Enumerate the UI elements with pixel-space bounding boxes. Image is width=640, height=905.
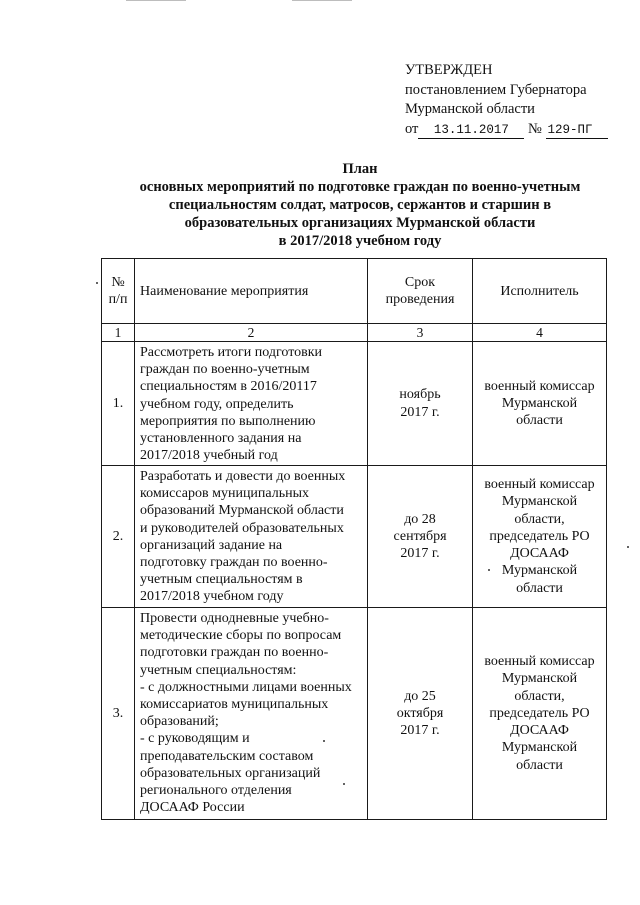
plan-table [101,258,607,820]
row-name-line: ДОСААФ России [140,800,245,816]
approval-heading: УТВЕРЖДЕН [405,62,493,78]
header-term-line: проведения [385,292,455,307]
column-number: 2 [135,324,368,342]
row-name-line: комиссариатов муниципальных [140,697,329,713]
row-number: 1. [102,342,135,466]
approval-number: 129-ПГ [546,122,608,139]
table-row [102,608,607,820]
row-name-line: учетным специальностям: [140,662,297,678]
row-name-line: 2017/2018 учебном году [140,589,284,605]
row-executor-line: Мурманской [501,395,578,411]
row-executor-line: Мурманской [501,563,578,579]
row-term-line: ноябрь [399,387,441,403]
row-name-line: Разработать и довести до военных [140,469,346,484]
row-name-line: учетным специальностям в [140,572,303,588]
row-name-line: установленного задания на [140,431,302,447]
row-executor-line: области [516,413,563,429]
column-number: 3 [368,324,473,342]
row-name-line: граждан по военно-учетным [140,362,310,378]
title-line: План [342,161,378,177]
row-number: 3. [102,608,135,820]
row-term [368,466,473,608]
row-executor-line: военный комиссар [484,477,595,493]
header-num-line: № [111,275,125,290]
scan-top-marks [0,0,640,6]
row-name-line: Провести однодневные учебно- [140,611,329,626]
row-term [368,342,473,466]
row-name-line: регионального отделения [140,783,292,799]
row-executor-line: председатель РО [489,528,590,544]
scan-speck [343,783,345,785]
row-term-line: 2017 г. [400,546,440,562]
column-number: 1 [102,324,135,342]
row-name-line: - с руководящим и [140,731,250,747]
row-executor [473,466,607,608]
approval-number-prefix: № [528,120,542,137]
row-name [135,466,368,608]
row-executor-line: области, [514,511,565,527]
approval-line-1: постановлением Губернатора [405,81,587,98]
row-executor-line: Мурманской [501,671,578,687]
row-executor-line: Мурманской [501,740,578,756]
row-executor [473,608,607,820]
table-row [102,466,607,608]
row-name-line: подготовки граждан по военно- [140,645,329,661]
approval-stamp [405,61,608,139]
header-name: Наименование мероприятия [135,259,368,324]
scan-speck [627,546,629,548]
row-name-line: преподавательским составом [140,748,314,764]
row-executor-line: военный комиссар [484,378,595,394]
scan-speck [96,282,98,284]
title-line: основных мероприятий по подготовке граждан по военно-учетным [139,179,581,195]
row-name [135,608,368,820]
title-line: специальностям солдат, матросов, сержантов и старшин в [168,197,552,213]
row-executor [473,342,607,466]
row-executor-line: председатель РО [489,705,590,721]
row-executor-line: области, [514,688,565,704]
row-term [368,608,473,820]
header-num-line: п/п [108,292,128,307]
table-header-row [102,259,607,324]
approval-date-line [405,120,608,140]
title-line: образовательных организациях Мурманской области [184,215,536,231]
approval-line-2: Мурманской области [405,101,535,117]
header-term [368,259,473,324]
scan-speck [323,740,325,742]
row-name-line: образовательных организаций [140,765,321,781]
row-term-line: 2017 г. [400,404,440,420]
row-term-line: октября [396,705,444,721]
row-executor-line: области [516,580,563,596]
row-executor-line: ДОСААФ [510,546,569,562]
row-executor-line: ДОСААФ [510,723,569,739]
row-name-line: образований Мурманской области [140,503,344,519]
table-row [102,342,607,466]
row-name-line: специальностям в 2016/20117 [140,379,317,395]
row-name-line: 2017/2018 учебный год [140,448,278,464]
header-num [102,259,135,324]
column-numbers-row [102,324,607,342]
row-executor-line: области [516,757,563,773]
header-term-line: Срок [404,275,436,290]
row-executor-line: военный комиссар [484,654,595,670]
approval-from-prefix: от [405,120,419,137]
column-number: 4 [473,324,607,342]
row-name-line: организаций задание на [140,537,283,553]
document-title [60,160,640,250]
row-name-line: подготовку граждан по военно- [140,555,328,571]
row-name-line: образований; [140,714,219,730]
row-term-line: до 28 [404,511,436,527]
title-line: в 2017/2018 учебном году [278,233,442,249]
header-executor: Исполнитель [473,259,607,324]
row-name-line: и руководителей образовательных [140,520,344,536]
approval-date: 13.11.2017 [418,122,524,139]
row-executor-line: Мурманской [501,494,578,510]
row-term-line: 2017 г. [400,723,440,739]
scan-speck [488,569,490,571]
row-name-line: учебном году, определить [140,396,294,412]
row-name-line: комиссаров муниципальных [140,486,310,502]
row-name [135,342,368,466]
row-term-line: до 25 [404,688,436,704]
row-name-line: мероприятия по выполнению [140,413,316,429]
row-name-line: методические сборы по вопросам [140,628,342,644]
row-name-line: Рассмотреть итоги подготовки [140,345,323,360]
scan-mark-right [292,0,352,1]
row-number: 2. [102,466,135,608]
row-name-line: - с должностными лицами военных [140,679,352,695]
row-term-line: сентября [393,528,447,544]
scan-mark-left [126,0,186,1]
